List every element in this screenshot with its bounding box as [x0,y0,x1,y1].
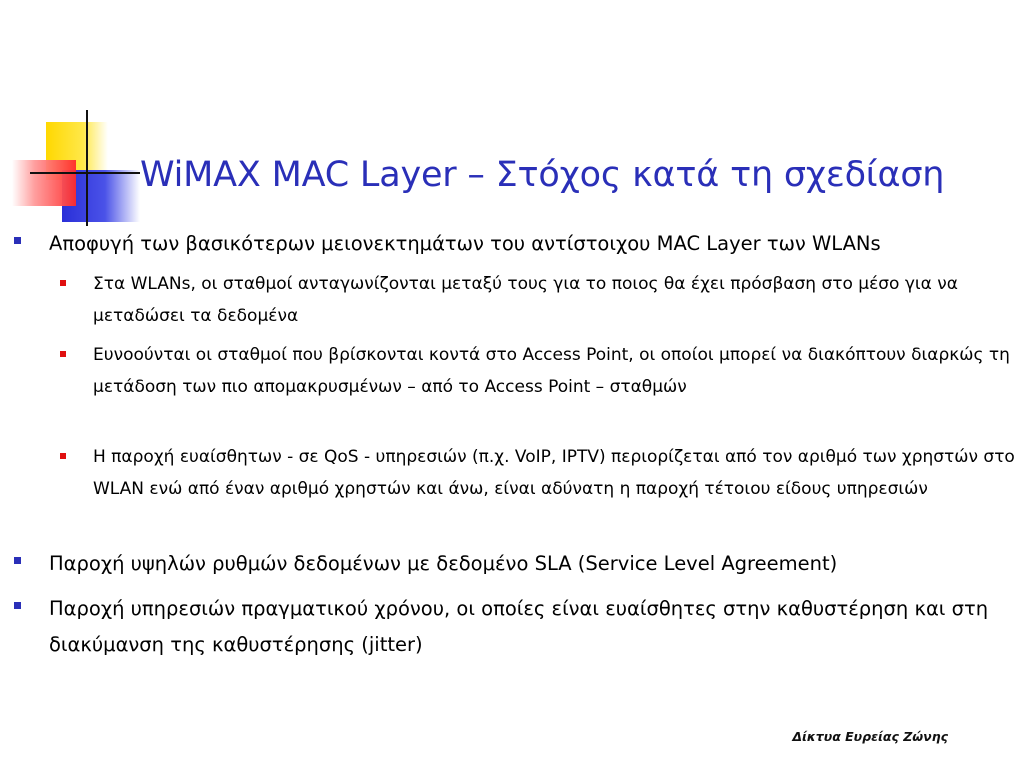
slide-footer: Δίκτυα Ευρείας Ζώνης [792,729,948,744]
square-bullet-icon [14,237,21,244]
square-bullet-icon [14,602,21,609]
slide-title: WiMAX MAC Layer – Στόχος κατά τη σχεδίαση [140,155,945,195]
logo-horizontal-line [30,172,140,174]
square-bullet-icon [60,453,66,459]
square-bullet-icon [14,557,21,564]
square-bullet-icon [60,351,66,357]
logo-red-square [12,160,76,206]
bullet-text: Παροχή υψηλών ρυθμών δεδομένων με δεδομένο SLA (Service Level Agreement) [49,552,838,575]
bullet-text: Παροχή υπηρεσιών πραγματικού χρόνου, οι οποίες είναι ευαίσθητες στην καθυστέρηση και στη διακύμανση της καθυστέρησης (jitter) [49,597,989,656]
sub-bullet-text: Ευνοούνται οι σταθμοί που βρίσκονται κοντά στο Access Point, οι οποίοι μπορεί να διακόπτουν διαρκώς τη μετάδοση των πιο απομακρυσμένων – από το Access Point – σταθμών [93,345,1010,397]
bullet-text: Αποφυγή των βασικότερων μειονεκτημάτων του αντίστοιχου MAC Layer των WLANs [49,232,881,255]
logo-vertical-line [86,110,88,226]
sub-bullet-text: Στα WLANs, οι σταθμοί ανταγωνίζονται μεταξύ τους για το ποιος θα έχει πρόσβαση στο μέσο για να μεταδώσει τα δεδομένα [93,274,958,326]
slide-logo-graphic [0,0,160,240]
square-bullet-icon [60,280,66,286]
sub-bullet-text: Η παροχή ευαίσθητων - σε QoS - υπηρεσιών (π.χ. VoIP, IPTV) περιορίζεται από τον αριθμό των χρηστών στο WLAN ενώ από έναν αριθμό χρηστών και άνω, είναι αδύνατη η παροχή τέτοιου είδους υπηρεσιών [93,447,1015,499]
